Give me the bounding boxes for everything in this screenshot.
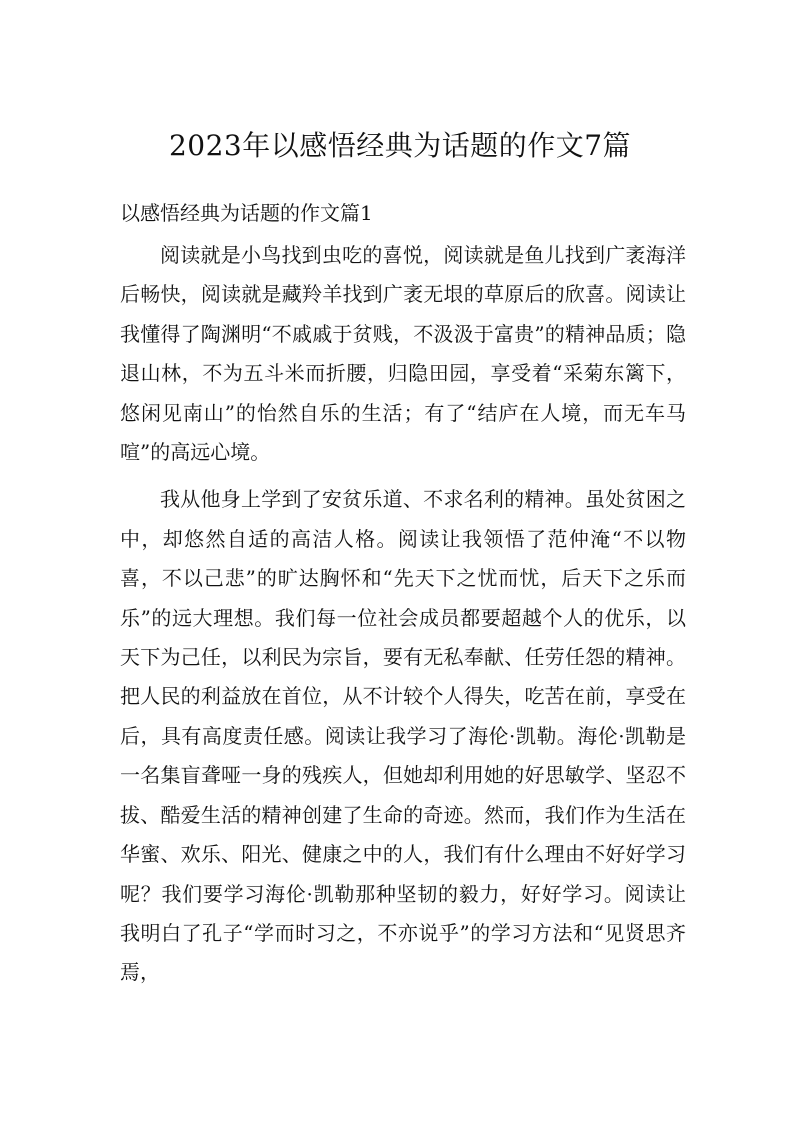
essay-body xyxy=(120,236,686,993)
paragraph: 阅读就是小鸟找到虫吃的喜悦，阅读就是鱼儿找到广袤海洋后畅快，阅读就是藏羚羊找到广袤无垠的草原后的欣喜。阅读让我懂得了陶渊明“不戚戚于贫贱，不汲汲于富贵”的精神品质；隐退山林，不为五斗米而折腰，归隐田园，享受着“采菊东篱下，悠闲见南山”的怡然自乐的生活；有了“结庐在人境，而无车马喧”的高远心境。 xyxy=(120,243,686,465)
paragraph: 我从他身上学到了安贫乐道、不求名利的精神。虽处贫困之中，却悠然自适的高洁人格。阅读让我领悟了范仲淹“不以物喜，不以己悲”的旷达胸怀和“先天下之忧而忧，后天下之乐而乐”的远大理想。我们每一位社会成员都要超越个人的优乐，以天下为己任，以利民为宗旨，要有无私奉献、任劳任怨的精神。把人民的利益放在首位，从不计较个人得失，吃苦在前，享受在后，具有高度责任感。阅读让我学习了海伦·凯勒。海伦·凯勒是一名集盲聋哑一身的残疾人，但她却利用她的好思敏学、坚忍不拔、酷爱生活的精神创建了生命的奇迹。然而，我们作为生活在华蜜、欢乐、阳光、健康之中的人，我们有什么理由不好好学习呢？我们要学习海伦·凯勒那种坚韧的毅力，好好学习。阅读让我明白了孔子“学而时习之，不亦说乎”的学习方法和“见贤思齐焉， xyxy=(120,487,686,985)
section-heading: 以感悟经典为话题的作文篇1 xyxy=(120,201,373,225)
document-title: 2023年以感悟经典为话题的作文7篇 xyxy=(168,129,632,162)
